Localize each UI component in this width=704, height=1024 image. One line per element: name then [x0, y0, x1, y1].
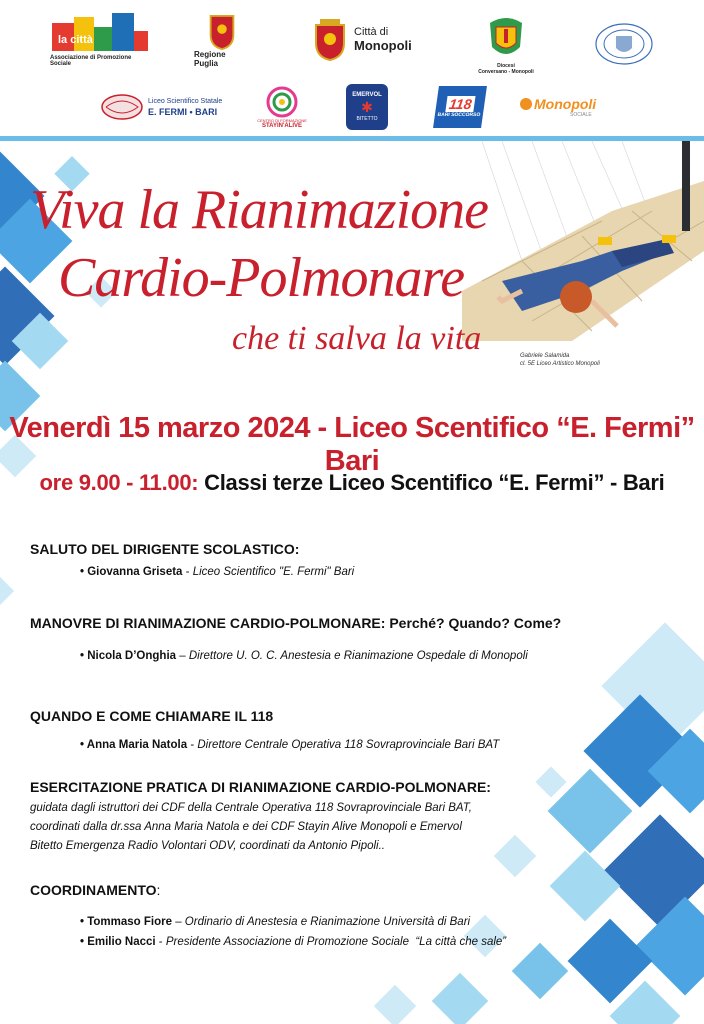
description-line: coordinati dalla dr.ssa Anna Maria Natola e dei CDF Stayin Alive Monopoli e Emervol	[30, 821, 462, 833]
speaker-name: • Emilio Nacci	[80, 936, 156, 948]
speaker-nacci	[80, 936, 506, 948]
speaker-role: Direttore U. O. C. Anestesia e Rianimazione Ospedale di Monopoli	[188, 650, 528, 662]
bari-soccorso-logo	[434, 84, 486, 130]
event-dateline: Venerdì 15 marzo 2024 - Liceo Scentifico “E. Fermi” Bari	[9, 412, 695, 477]
coordinamento-colon: :	[156, 882, 161, 898]
coat-of-arms-icon	[312, 17, 348, 61]
speaker-griseta	[80, 566, 354, 578]
credit-class: cl. 5E Liceo Artistico Monopoli	[520, 361, 600, 367]
citta-monopoli-logo	[312, 14, 412, 64]
monopoli-line1: Città di	[354, 26, 389, 38]
monopoli-sociale-logo	[520, 92, 596, 122]
monopoli-sociale-sub: SOCIALE	[570, 112, 592, 118]
section-heading-manovre: MANOVRE DI RIANIMAZIONE CARDIO-POLMONARE: Perché? Quando? Come?	[30, 615, 562, 631]
credit-author: Gabriele Salamida	[520, 353, 570, 359]
fermi-line2: E. FERMI • BARI	[148, 107, 218, 117]
seal-icon	[594, 22, 654, 66]
bari-118: 118	[445, 96, 476, 112]
speaker-name: • Giovanna Griseta	[80, 566, 183, 578]
globe-icon	[100, 93, 144, 121]
diocesi-logo	[466, 8, 546, 80]
description-line: Bitetto Emergenza Radio Volontari ODV, coordinati da Antonio Pipoli..	[30, 840, 385, 852]
speaker-role: Direttore Centrale Operativa 118 Sovraprovinciale Bari BAT	[197, 739, 500, 751]
sponsor-logos	[0, 0, 704, 140]
description-line: guidata dagli istruttori dei CDF della Centrale Operativa 118 Sovraprovinciale Bari BAT,	[30, 802, 472, 814]
speaker-name: • Tommaso Fiore	[80, 916, 172, 928]
speaker-name: • Nicola D’Onghia	[80, 650, 177, 662]
monopoli-sociale-text: Monopoli	[534, 96, 597, 112]
section-heading-coordinamento	[30, 882, 160, 898]
main-title-line2: Cardio-Polmonare	[58, 247, 465, 309]
swirl-icon	[520, 98, 532, 110]
speaker-name: • Anna Maria Natola	[80, 739, 188, 751]
speaker-natola	[80, 739, 499, 751]
speaker-donghia	[80, 650, 528, 662]
speaker-sep: –	[172, 916, 185, 928]
speaker-fiore	[80, 916, 470, 928]
shield-icon	[208, 14, 236, 50]
logo-text-1: la città	[58, 34, 93, 46]
section-heading-esercitazione: ESERCITAZIONE PRATICA DI RIANIMAZIONE CARDIO-POLMONARE:	[30, 779, 491, 795]
speaker-sep: -	[155, 936, 166, 948]
regione-puglia-caption: Regione Puglia	[194, 50, 226, 68]
event-timeline	[0, 470, 704, 496]
la-citta-che-sale-logo	[50, 12, 150, 68]
speaker-sep: -	[187, 739, 198, 751]
regione-puglia-logo	[194, 14, 250, 68]
illustration-credit	[520, 352, 600, 368]
cpr-illustration	[462, 141, 704, 366]
main-title-line1: Viva la Rianimazione	[30, 179, 488, 241]
fermi-line1: Liceo Scientifico Statale	[148, 98, 223, 105]
emervol-line2: BITETTO	[356, 116, 378, 122]
emervol-line1: EMERVOL	[352, 92, 382, 98]
speaker-sep: –	[176, 650, 189, 662]
diocesi-line2: Conversano - Monopoli	[478, 69, 534, 75]
speaker-role: Ordinario di Anestesia e Rianimazione Università di Bari	[184, 916, 471, 928]
stayin-alive-emblem-icon	[266, 86, 298, 118]
star-of-life-icon: ✱	[361, 99, 373, 115]
event-audience: Classi terze Liceo Scentifico “E. Fermi” - Bari	[204, 470, 665, 495]
section-heading-118: QUANDO E COME CHIAMARE IL 118	[30, 708, 274, 724]
stayin-alive-logo	[254, 82, 310, 132]
stayin-line2: STAYIN'ALIVE	[261, 122, 303, 129]
speaker-sep: -	[182, 566, 193, 578]
diocesi-line1: Diocesi	[497, 63, 515, 69]
event-time: ore 9.00 - 11.00:	[39, 470, 199, 495]
seal-logo	[592, 20, 656, 68]
speaker-role: Presidente Associazione di Promozione Sociale “La città che sale”	[165, 936, 507, 948]
emervol-logo	[344, 82, 390, 132]
bari-soccorso-text: BARI SOCCORSO	[437, 112, 481, 118]
speaker-role: Liceo Scientifico "E. Fermi" Bari	[192, 566, 355, 578]
diocese-emblem-icon	[484, 13, 528, 63]
stayin-line1: CENTRO DI FORMAZIONE	[257, 117, 307, 123]
esercitazione-description	[30, 799, 590, 856]
section-heading-saluto: SALUTO DEL DIRIGENTE SCOLASTICO:	[30, 541, 300, 557]
liceo-fermi-logo	[100, 90, 230, 124]
coordinamento-label: COORDINAMENTO	[30, 882, 157, 898]
tagline: che ti salva la vita	[232, 320, 482, 357]
logo-caption: Associazione di Promozione Sociale	[50, 55, 132, 67]
monopoli-line2: Monopoli	[354, 38, 412, 53]
